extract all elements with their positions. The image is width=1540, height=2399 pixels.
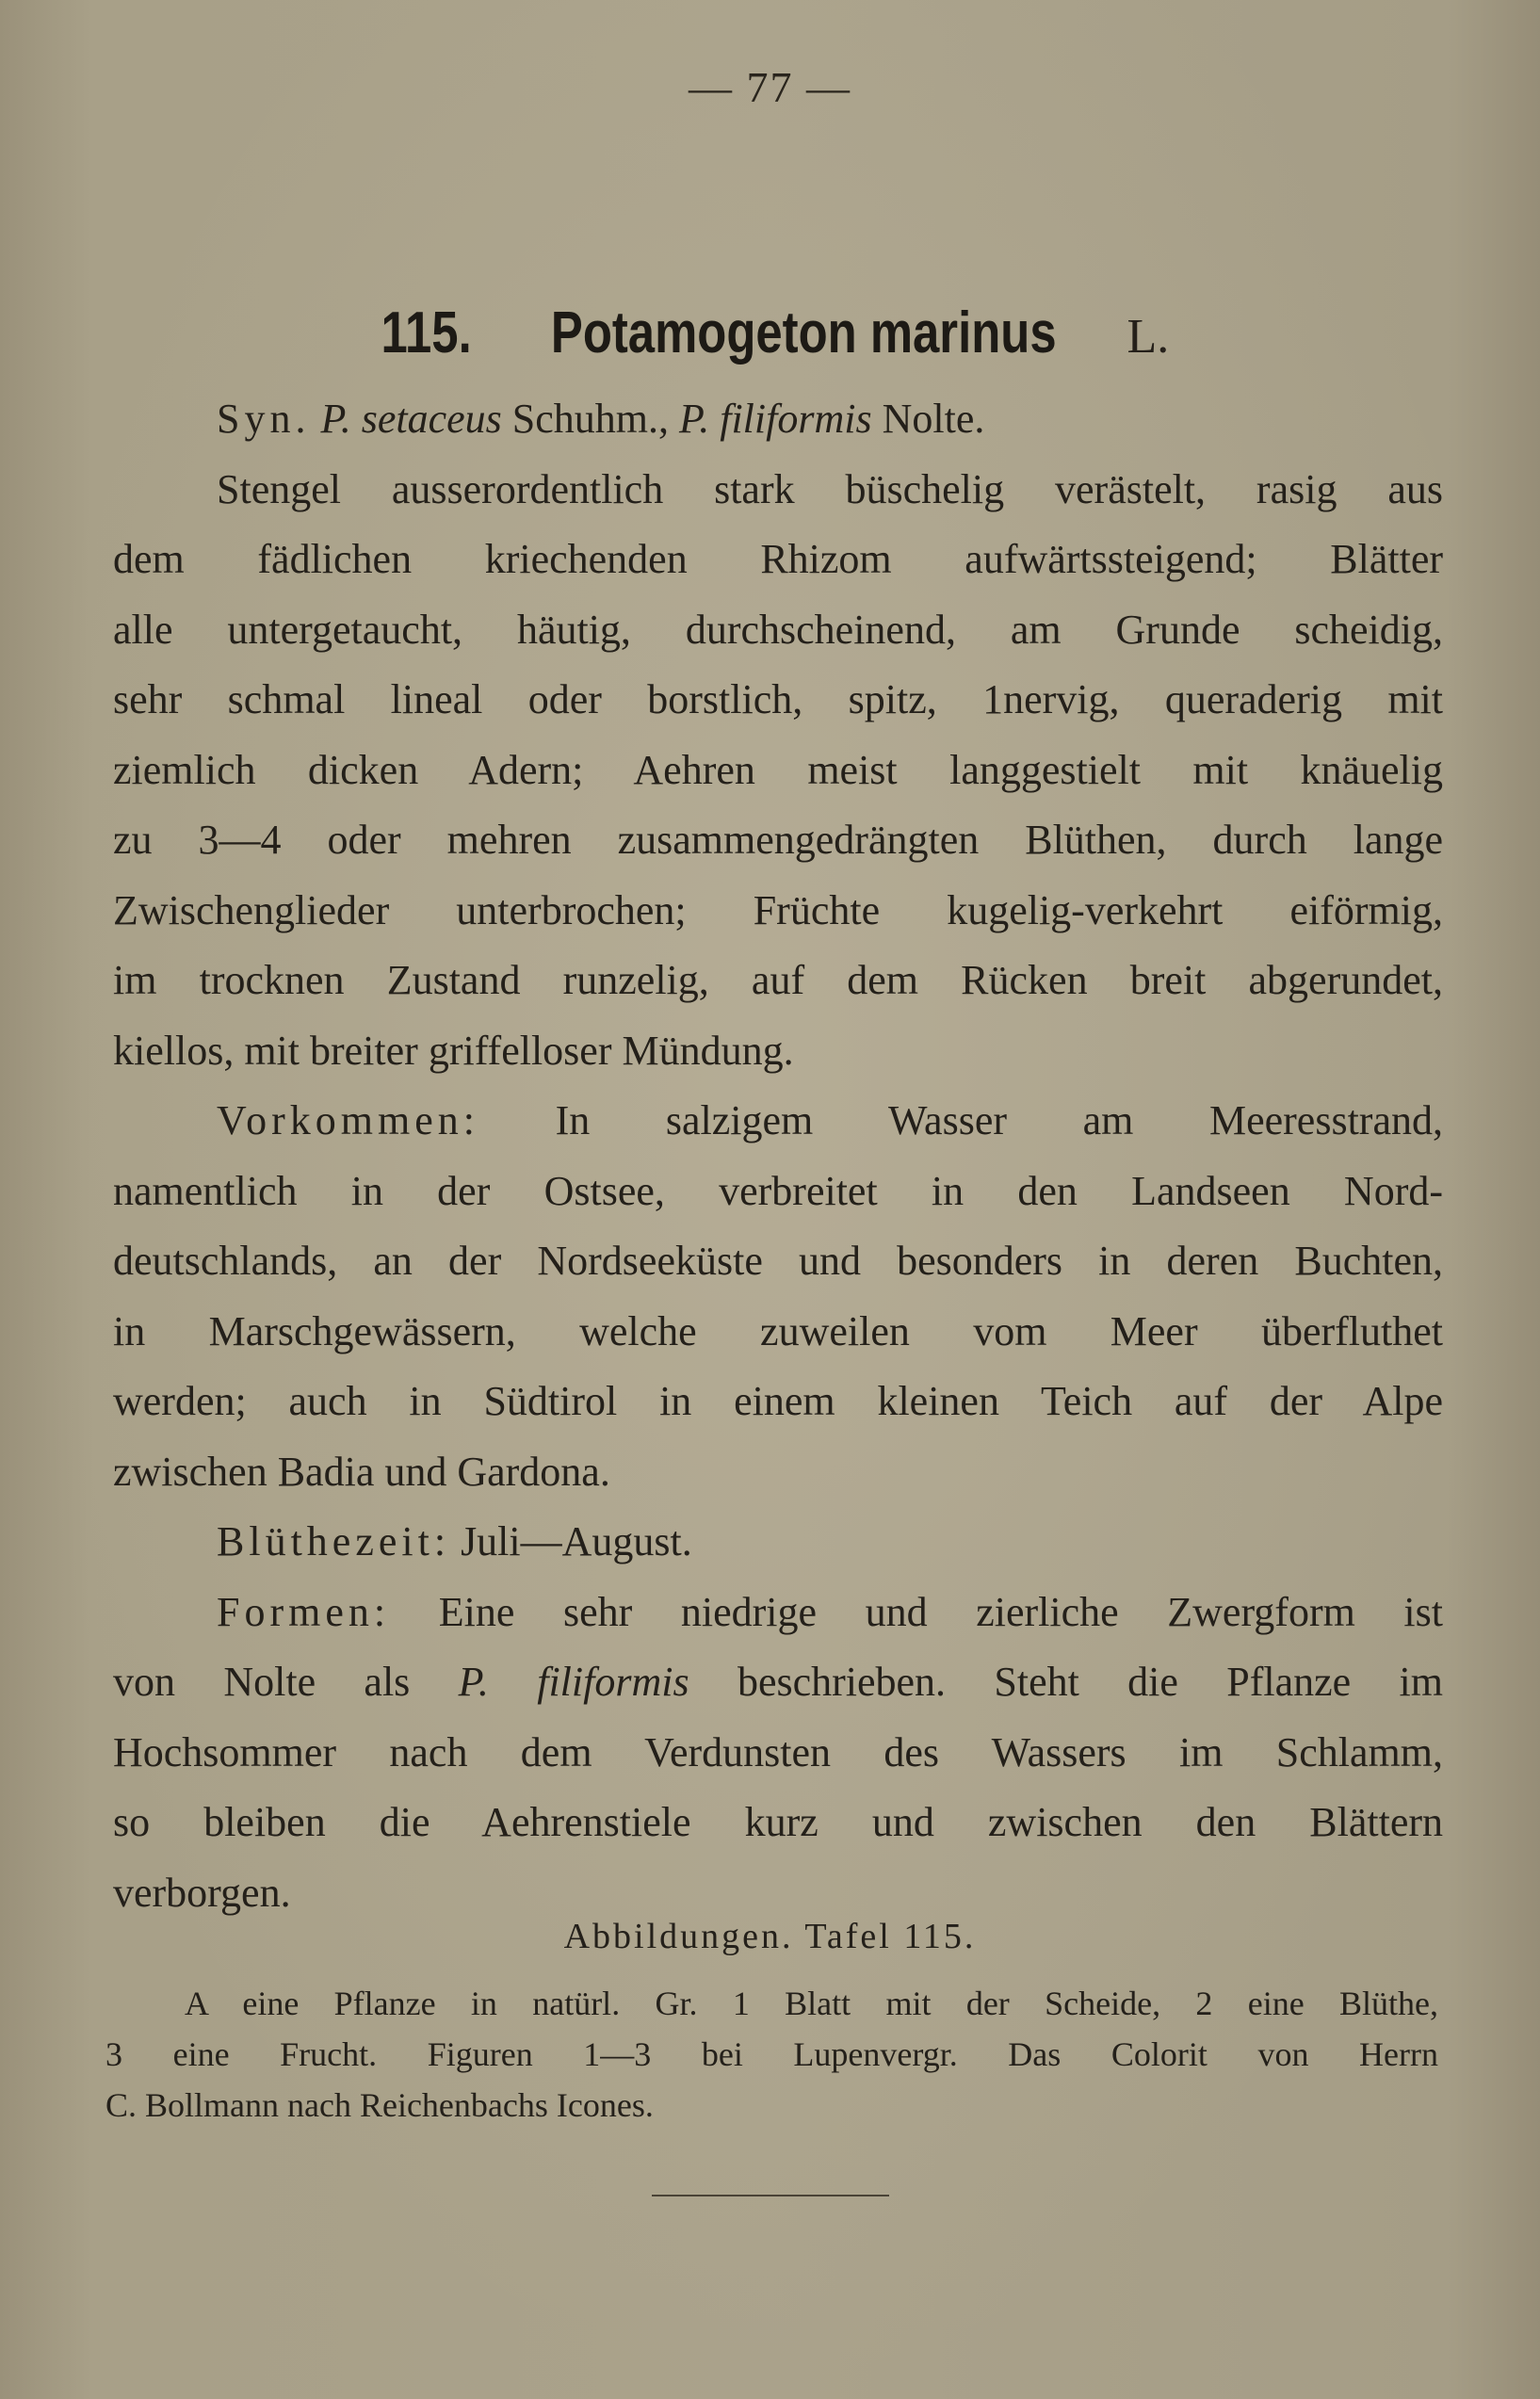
flowering-label: Blüthezeit: [217,1518,451,1564]
flowering-value: Juli—August. [461,1518,692,1564]
species-name: Potamogeton marinus [551,300,1058,365]
description-line: sehr schmal lineal oder borstlich, spitz, 1nervig, queraderig mit [113,676,1443,722]
species-author: L. [1127,310,1170,364]
species-heading [0,300,1540,367]
synonym-genus-2: P. [679,396,710,442]
synonym-author-1: Schuhm., [511,396,669,442]
occurrence-line: deutschlands, an der Nordseeküste und besonders in deren Buchten, [113,1238,1443,1284]
forms-text: von Nolte als [113,1659,411,1705]
illustrations-caption: Abbildungen. Tafel 115. [563,1917,977,1956]
occurrence-line: namentlich in der Ostsee, verbreitet in den Landseen Nord- [113,1167,1443,1214]
synonyms-line [113,384,1443,455]
occurrence-line [113,1086,1443,1157]
forms-line [113,1647,1443,1718]
illustrations-description [105,1978,1438,2131]
synonyms-label: Syn. [217,396,311,442]
forms-text: Eine sehr niedrige und zierliche Zwergform ist [438,1588,1444,1635]
forms-line: verborgen. [113,1869,291,1916]
occurrence-text: In salzigem Wasser am Meeresstrand, [555,1097,1443,1143]
flowering-line [113,1507,1443,1578]
description-line: im trocknen Zustand runzelig, auf dem Rücken breit abgerundet, [113,957,1443,1003]
forms-line: so bleiben die Aehrenstiele kurz und zwischen den Blättern [113,1799,1443,1845]
forms-label: Formen: [217,1588,391,1635]
description-line: Zwischenglieder unterbrochen; Früchte kugelig-verkehrt eiförmig, [113,886,1443,933]
description-line: zu 3—4 oder mehren zusammengedrängten Blüthen, durch lange [113,817,1443,863]
illustrations-line: A eine Pflanze in natürl. Gr. 1 Blatt mit der Scheide, 2 eine Blüthe, [185,1985,1438,2022]
forms-line: Hochsommer nach dem Verdunsten des Wassers im Schlamm, [113,1728,1443,1775]
forms-genus: P. [458,1659,489,1705]
description-line: Stengel ausserordentlich stark büschelig verästelt, rasig aus [217,465,1443,512]
illustrations-line: C. Bollmann nach Reichenbachs Icones. [105,2086,654,2124]
synonym-author-2: Nolte. [882,396,985,442]
occurrence-label: Vorkommen: [217,1097,479,1143]
occurrence-line: werden; auch in Südtirol in einem kleinen Teich auf der Alpe [113,1378,1443,1424]
description-line: kiellos, mit breiter griffelloser Mündung. [113,1027,794,1074]
synonym-species-2: filiformis [720,396,872,442]
description-line: alle untergetaucht, häutig, durchscheinend, am Grunde scheidig, [113,606,1443,653]
page-number: — 77 — [689,63,851,111]
synonym-species-1: setaceus [361,396,502,442]
forms-line [113,1578,1443,1648]
species-description-text [113,384,1443,1928]
illustrations-line: 3 eine Frucht. Figuren 1—3 bei Lupenvergr. Das Colorit von Herrn [105,2035,1438,2073]
occurrence-line: in Marschgewässern, welche zuweilen vom Meer überfluthet [113,1307,1443,1354]
section-divider [652,2195,889,2196]
description-line: ziemlich dicken Adern; Aehren meist langgestielt mit knäuelig [113,746,1443,793]
synonym-genus-1: P. [320,396,351,442]
forms-text: beschrieben. Steht die Pflanze im [737,1659,1443,1705]
occurrence-line: zwischen Badia und Gardona. [113,1448,610,1495]
species-number: 115. [381,300,472,365]
forms-species: filiformis [537,1659,689,1705]
description-line: dem fädlichen kriechenden Rhizom aufwärtssteigend; Blätter [113,536,1443,582]
